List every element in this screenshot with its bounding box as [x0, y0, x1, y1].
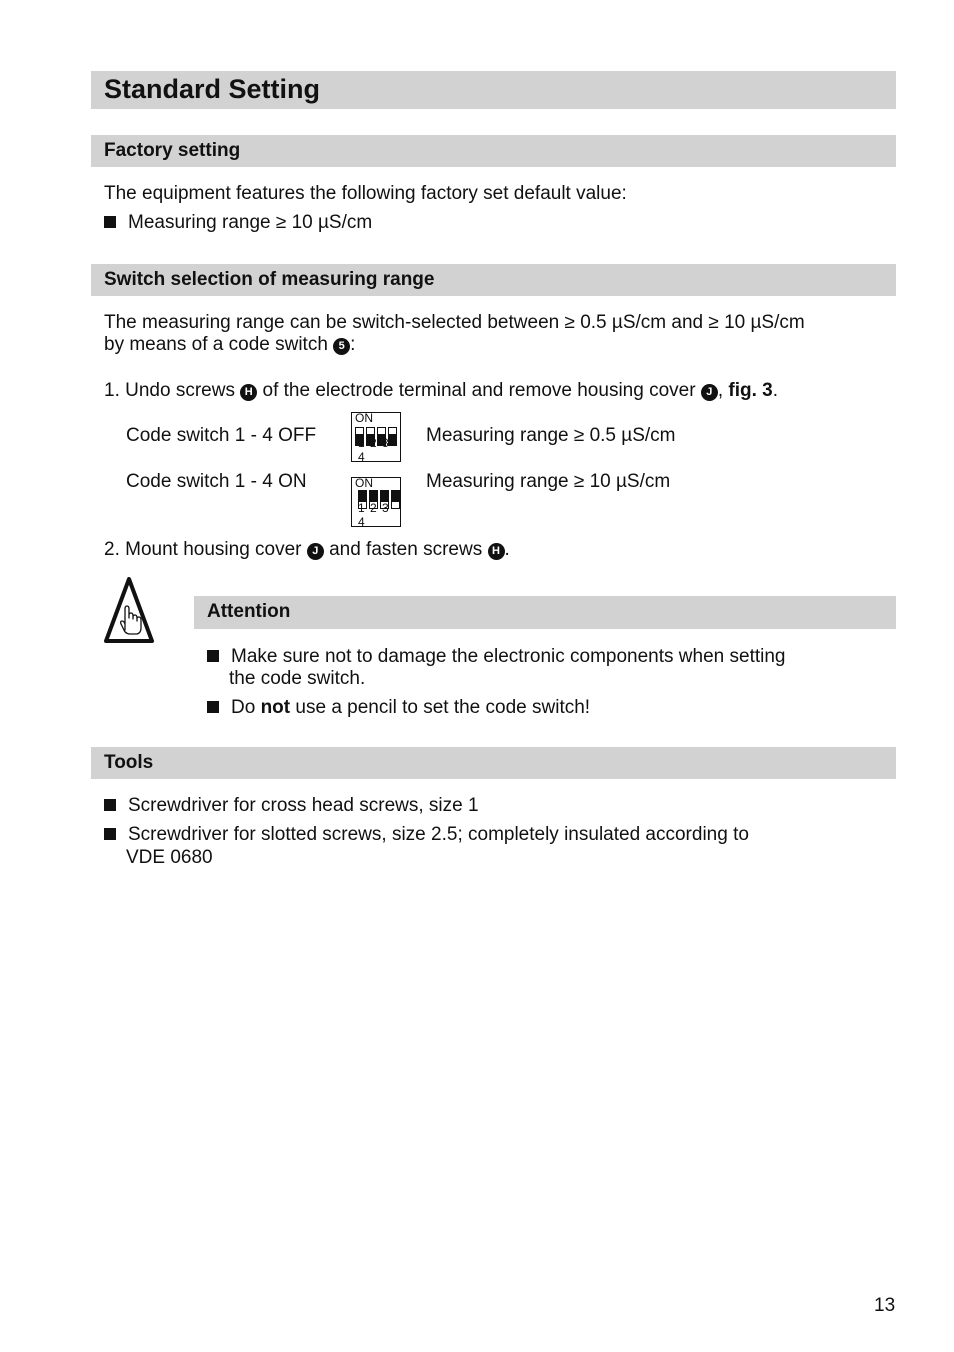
switch-numbers: 1 2 3 4	[358, 436, 390, 464]
factory-intro: The equipment features the following factory set default value:	[104, 183, 627, 204]
page-title: Standard Setting	[104, 74, 321, 104]
code-switch-off-label: Code switch 1 - 4 OFF	[126, 425, 317, 446]
switch-intro-text: by means of a code switch	[104, 334, 328, 355]
switch-on-label: ON	[355, 476, 373, 490]
switch-numbers: 1 2 3 4	[358, 501, 390, 529]
bullet-square-icon	[104, 799, 116, 811]
step2-period: .	[504, 539, 510, 560]
step1-text-b: of the electrode terminal and remove housing cover	[262, 380, 696, 401]
tools-heading-bar	[91, 747, 896, 779]
ref-h-icon: H	[488, 543, 505, 560]
tools-bullet-2-line2: VDE 0680	[126, 847, 213, 868]
range-on-text: Measuring range ≥ 10 µS/cm	[426, 471, 671, 492]
fig-reference: fig. 3	[728, 380, 773, 401]
tools-bullet-2-line1: Screwdriver for slotted screws, size 2.5; completely insulated according to	[128, 824, 749, 845]
switch-intro-line2	[104, 334, 355, 356]
switch-selection-heading: Switch selection of measuring range	[104, 269, 435, 290]
tools-bullet-2	[104, 824, 749, 846]
hand-warning-icon	[104, 577, 154, 645]
attention-bullet-1-line1: Make sure not to damage the electronic components when setting	[231, 646, 786, 667]
step1-period: .	[772, 380, 779, 401]
attention-bullet-1-line2: the code switch.	[229, 668, 366, 689]
ref-h-icon: H	[240, 384, 257, 401]
attention-bullet-2-a: Do	[231, 697, 256, 718]
factory-bullet	[104, 212, 372, 234]
step-2	[104, 539, 510, 561]
step2-text-b: and fasten screws	[329, 539, 483, 560]
dip-switch-off-icon	[351, 412, 401, 462]
switch-on-label: ON	[355, 411, 373, 425]
attention-heading: Attention	[207, 601, 291, 622]
step2-text-a: 2. Mount housing cover	[104, 539, 302, 560]
attention-bullet-1	[207, 646, 786, 668]
bullet-square-icon	[104, 828, 116, 840]
tools-bullet-1-text: Screwdriver for cross head screws, size 1	[128, 795, 479, 816]
range-off-text: Measuring range ≥ 0.5 µS/cm	[426, 425, 676, 446]
switch-selection-heading-bar	[91, 264, 896, 296]
step1-text-a: 1. Undo screws	[104, 380, 235, 401]
switch-intro-colon: :	[350, 334, 356, 355]
attention-heading-bar	[194, 596, 896, 629]
factory-setting-heading: Factory setting	[104, 140, 241, 161]
bullet-square-icon	[104, 216, 116, 228]
step-1	[104, 380, 778, 402]
dip-switch-on-icon	[351, 477, 401, 527]
attention-bullet-2	[207, 697, 590, 719]
ref-j-icon: J	[307, 543, 324, 560]
page-number: 13	[874, 1295, 896, 1316]
bullet-square-icon	[207, 650, 219, 662]
bullet-square-icon	[207, 701, 219, 713]
page-title-bar	[91, 71, 896, 109]
code-switch-on-label: Code switch 1 - 4 ON	[126, 471, 307, 492]
ref-j-icon: J	[701, 384, 718, 401]
step1-comma: ,	[717, 380, 724, 401]
tools-bullet-1	[104, 795, 479, 817]
factory-setting-heading-bar	[91, 135, 896, 167]
switch-intro-line1: The measuring range can be switch-selected between ≥ 0.5 µS/cm and ≥ 10 µS/cm	[104, 312, 805, 333]
tools-heading: Tools	[104, 752, 154, 773]
attention-bullet-2-b: use a pencil to set the code switch!	[295, 697, 591, 718]
factory-bullet-text: Measuring range ≥ 10 µS/cm	[128, 212, 373, 233]
attention-bullet-2-bold: not	[260, 697, 291, 718]
ref-5-icon: 5	[333, 338, 350, 355]
